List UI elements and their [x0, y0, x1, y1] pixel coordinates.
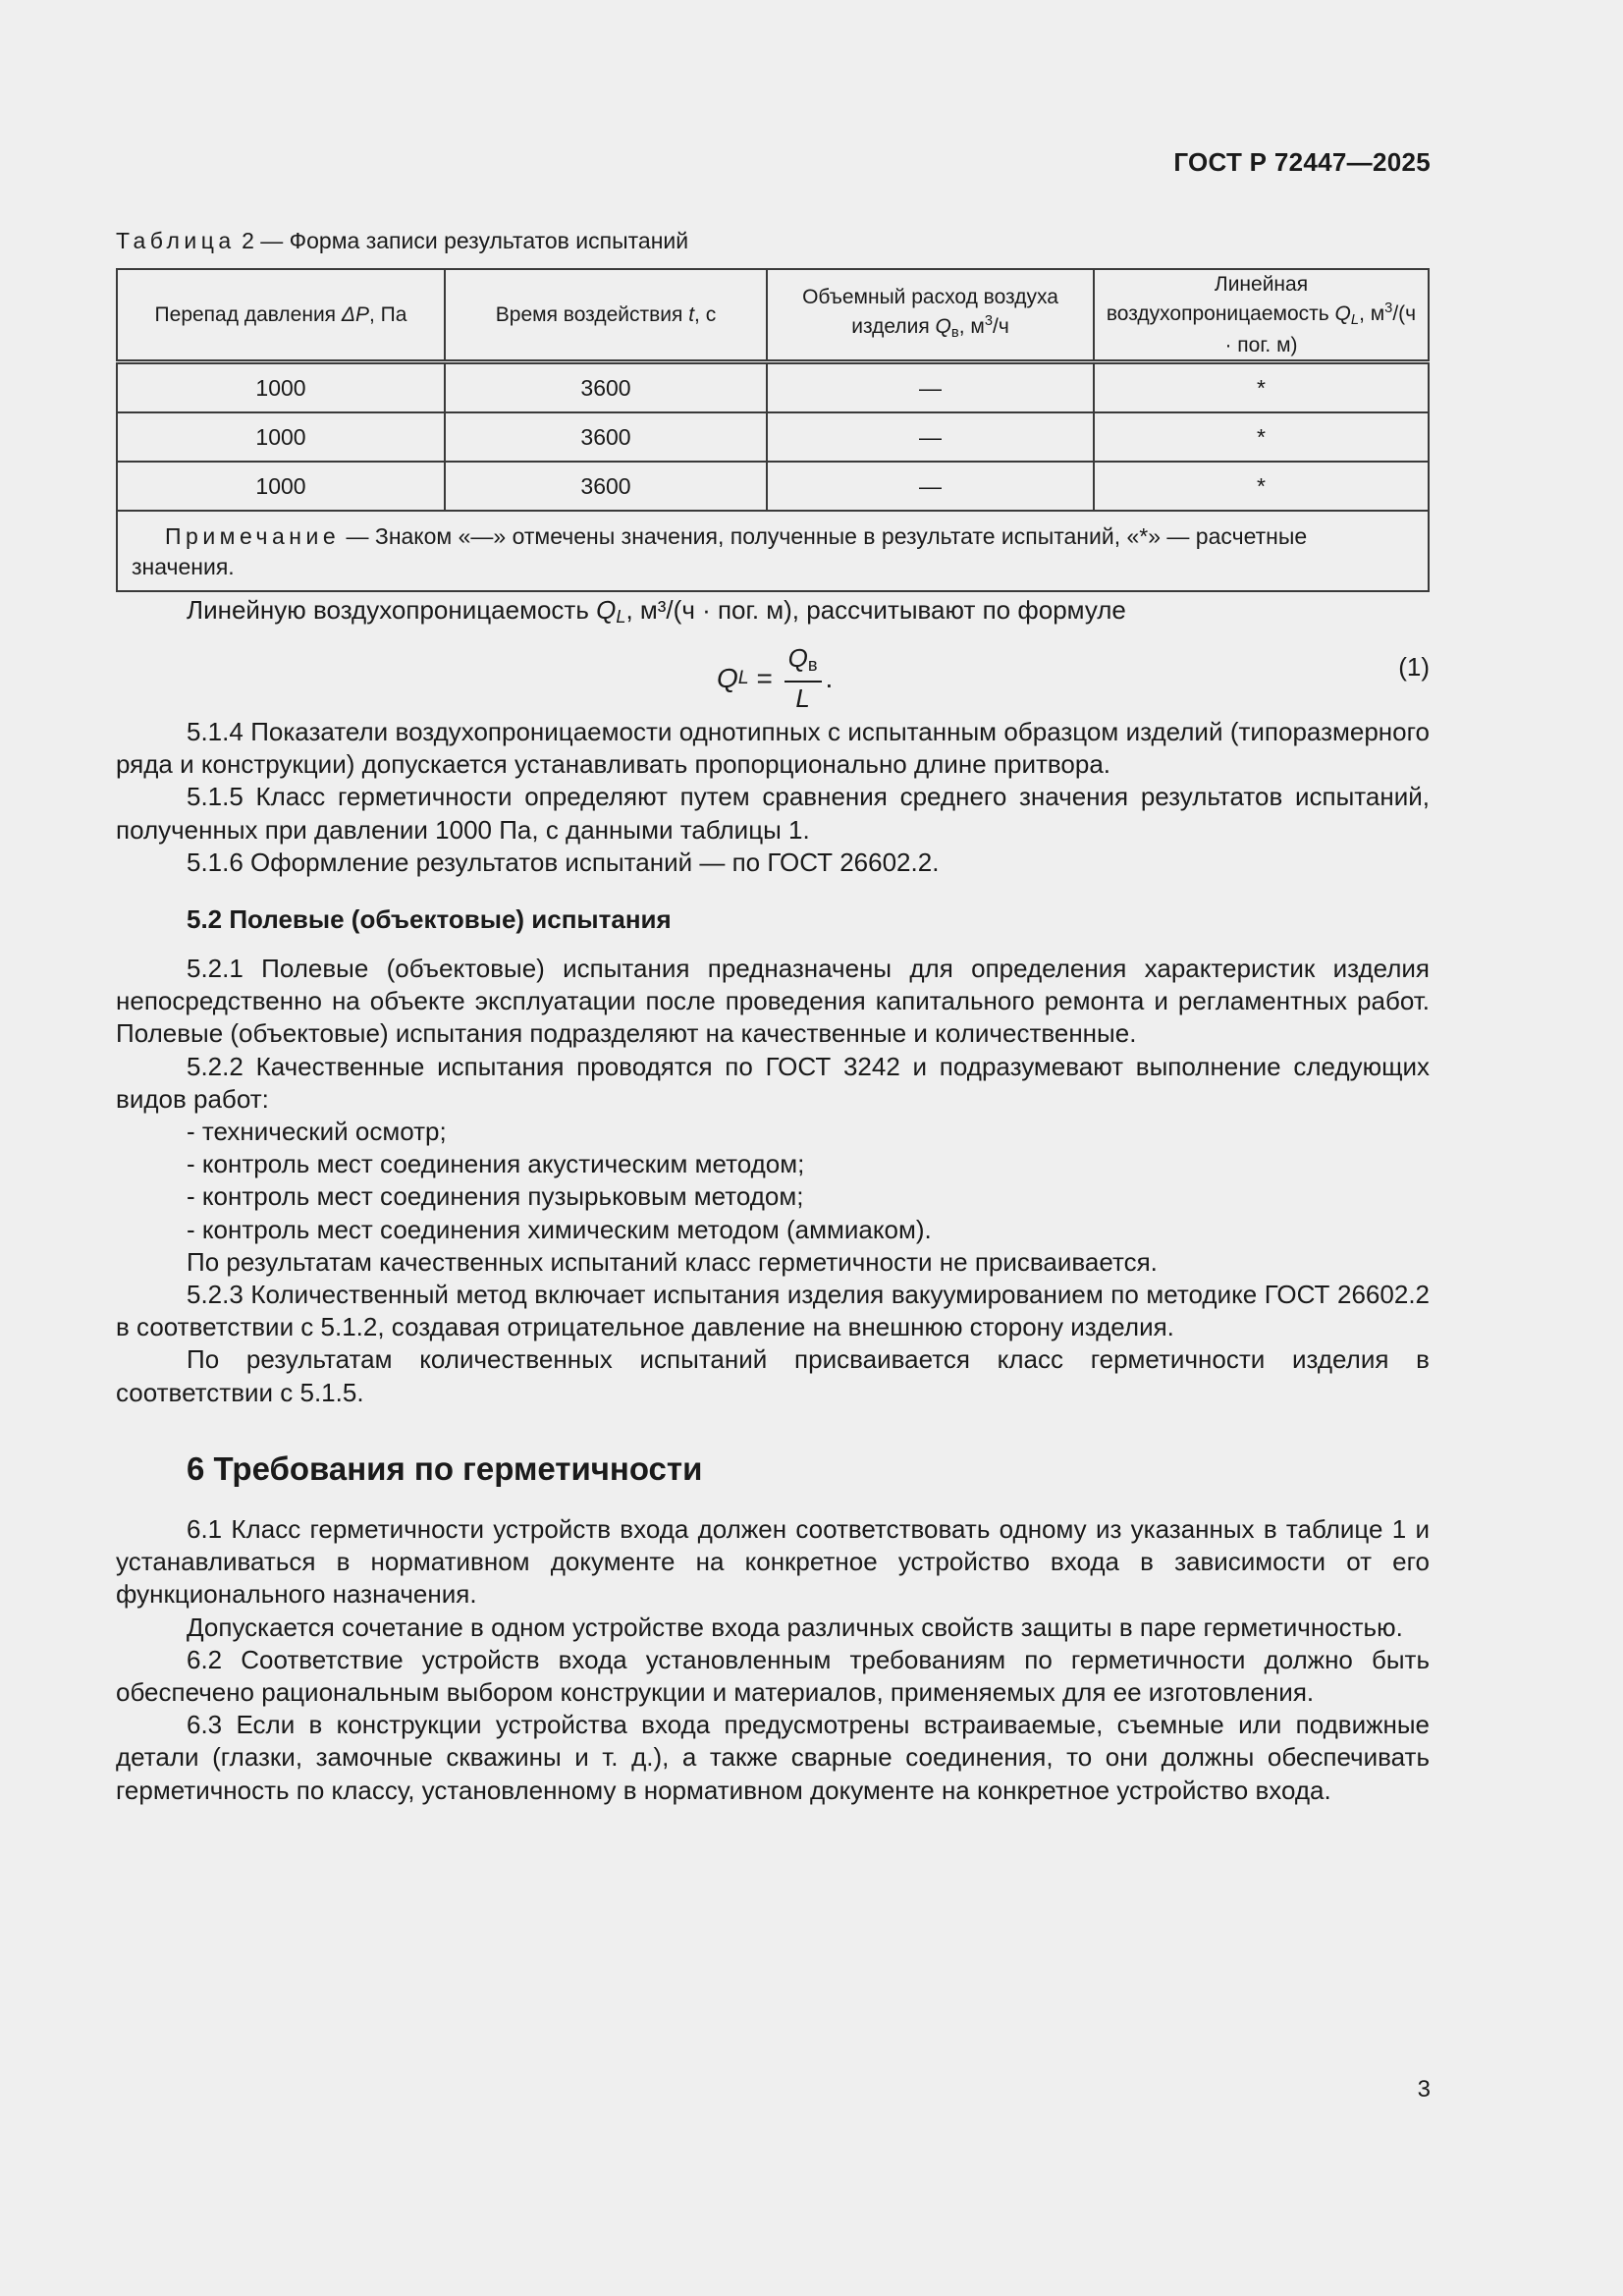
- cell-linear-permeability: *: [1094, 412, 1429, 462]
- paragraph-5-1-5: 5.1.5 Класс герметичности определяют путем сравнения среднего значения результатов испытаний, полученных при давлении 1000 Па, с данными таблицы 1.: [116, 782, 1430, 845]
- table-caption-text: 2 — Форма записи результатов испытаний: [242, 228, 689, 253]
- header-volume-flow: Объемный расход воздуха изделия $Q_в$, $м^3/ч$: [767, 269, 1094, 362]
- header-pressure: Перепад давления ΔP, Па: [117, 269, 445, 362]
- cell-volume-flow: —: [767, 362, 1094, 413]
- header-linear-permeability: Линейная воздухопроницаемость $Q_L$, $м^3/(ч$ · пог. м): [1094, 269, 1429, 362]
- list-item: - технический осмотр;: [187, 1117, 447, 1147]
- list-item: - контроль мест соединения акустическим методом;: [187, 1149, 805, 1179]
- paragraph-5-2-2: 5.2.2 Качественные испытания проводятся по ГОСТ 3242 и подразумевают выполнение следующих видов работ:: [116, 1051, 1430, 1114]
- section-6-title: 6 Требования по герметичности: [187, 1450, 703, 1487]
- list-item: - контроль мест соединения химическим методом (аммиаком).: [187, 1214, 932, 1244]
- paragraph-5-1-6: 5.1.6 Оформление результатов испытаний — по ГОСТ 26602.2.: [187, 847, 940, 877]
- paragraph-5-2-3: 5.2.3 Количественный метод включает испытания изделия вакуумированием по методике ГОСТ 26602.2 в соответствии с 5.1.2, создавая отрицательное давление на внешнюю сторону изделия.: [116, 1280, 1430, 1342]
- header-time: Время воздействия t, с: [445, 269, 767, 362]
- list-item: - контроль мест соединения пузырьковым методом;: [187, 1181, 804, 1212]
- results-table: [116, 268, 1430, 592]
- table-note-row: [117, 511, 1429, 591]
- paragraphs-5-1: [116, 716, 1430, 879]
- note-text: — Знаком «—» отмечены значения, полученные в результате испытаний, «*» — расчетные значения.: [132, 523, 1308, 579]
- paragraph-6-2: 6.2 Соответствие устройств входа установленным требованиям по герметичности должно быть обеспечено рациональным выбором конструкции и материалов, применяемых для ее изготовления.: [116, 1644, 1430, 1708]
- table-header-row: [117, 269, 1429, 362]
- equation-number: (1): [1398, 652, 1430, 682]
- section-6-body: [116, 1513, 1430, 1807]
- paragraph-5-2-2-result: По результатам качественных испытаний класс герметичности не присваивается.: [187, 1246, 1158, 1277]
- cell-linear-permeability: *: [1094, 362, 1429, 413]
- cell-time: 3600: [445, 462, 767, 511]
- formula-intro: Линейную воздухопроницаемость $Q_L$, м³/(ч · пог. м), рассчитывают по формуле: [187, 595, 1126, 627]
- cell-time: 3600: [445, 412, 767, 462]
- formula: Q L = $\frac{Q_в}{L}$ .: [717, 643, 834, 713]
- document-id-header: ГОСТ Р 72447—2025: [1173, 147, 1431, 177]
- table-row: [117, 412, 1429, 462]
- cell-time: 3600: [445, 362, 767, 413]
- paragraph-5-2-3-result: По результатам количественных испытаний присваивается класс герметичности изделия в соответствии с 5.1.5.: [116, 1344, 1430, 1407]
- note-word: Примечание: [165, 523, 341, 549]
- paragraph-5-1-4: 5.1.4 Показатели воздухопроницаемости однотипных с испытанным образцом изделий (типоразмерного ряда и конструкции) допускается устанавливать пропорционально длине притвора.: [116, 717, 1430, 780]
- paragraph-5-2-1: 5.2.1 Полевые (объектовые) испытания предназначены для определения характеристик изделия непосредственно на объекте эксплуатации после проведения капитального ремонта и регламентных работ. Полевые (объектовые) испытания подразделяют на качественные и количественные.: [116, 954, 1430, 1049]
- paragraph-6-1-combination: Допускается сочетание в одном устройстве входа различных свойств защиты в паре герметичностью.: [187, 1612, 1403, 1642]
- section-5-2-body: [116, 953, 1430, 1409]
- cell-pressure: 1000: [117, 462, 445, 511]
- formula-block: [0, 642, 1430, 721]
- paragraph-6-3: 6.3 Если в конструкции устройства входа предусмотрены встраиваемые, съемные или подвижные детали (глазки, замочные скважины и т. д.), а также сварные соединения, то они должны обеспечивать герметичность по классу, установленному в нормативном документе на конкретное устройство входа.: [116, 1710, 1430, 1805]
- table-note: [117, 511, 1429, 591]
- formula-fraction: $\frac{Q_в}{L}$: [784, 642, 822, 714]
- table-caption-word: Таблица: [116, 228, 236, 253]
- page-number: 3: [1417, 2076, 1431, 2103]
- paragraph-6-1: 6.1 Класс герметичности устройств входа должен соответствовать одному из указанных в таблице 1 и устанавливаться в нормативном документе на конкретное устройство входа в зависимости от его функционального назначения.: [116, 1514, 1430, 1610]
- cell-pressure: 1000: [117, 362, 445, 413]
- cell-volume-flow: —: [767, 412, 1094, 462]
- cell-linear-permeability: *: [1094, 462, 1429, 511]
- table-row: [117, 462, 1429, 511]
- table-row: [117, 362, 1429, 413]
- cell-volume-flow: —: [767, 462, 1094, 511]
- section-5-2-title: 5.2 Полевые (объектовые) испытания: [187, 904, 672, 934]
- table-caption: [116, 228, 688, 254]
- cell-pressure: 1000: [117, 412, 445, 462]
